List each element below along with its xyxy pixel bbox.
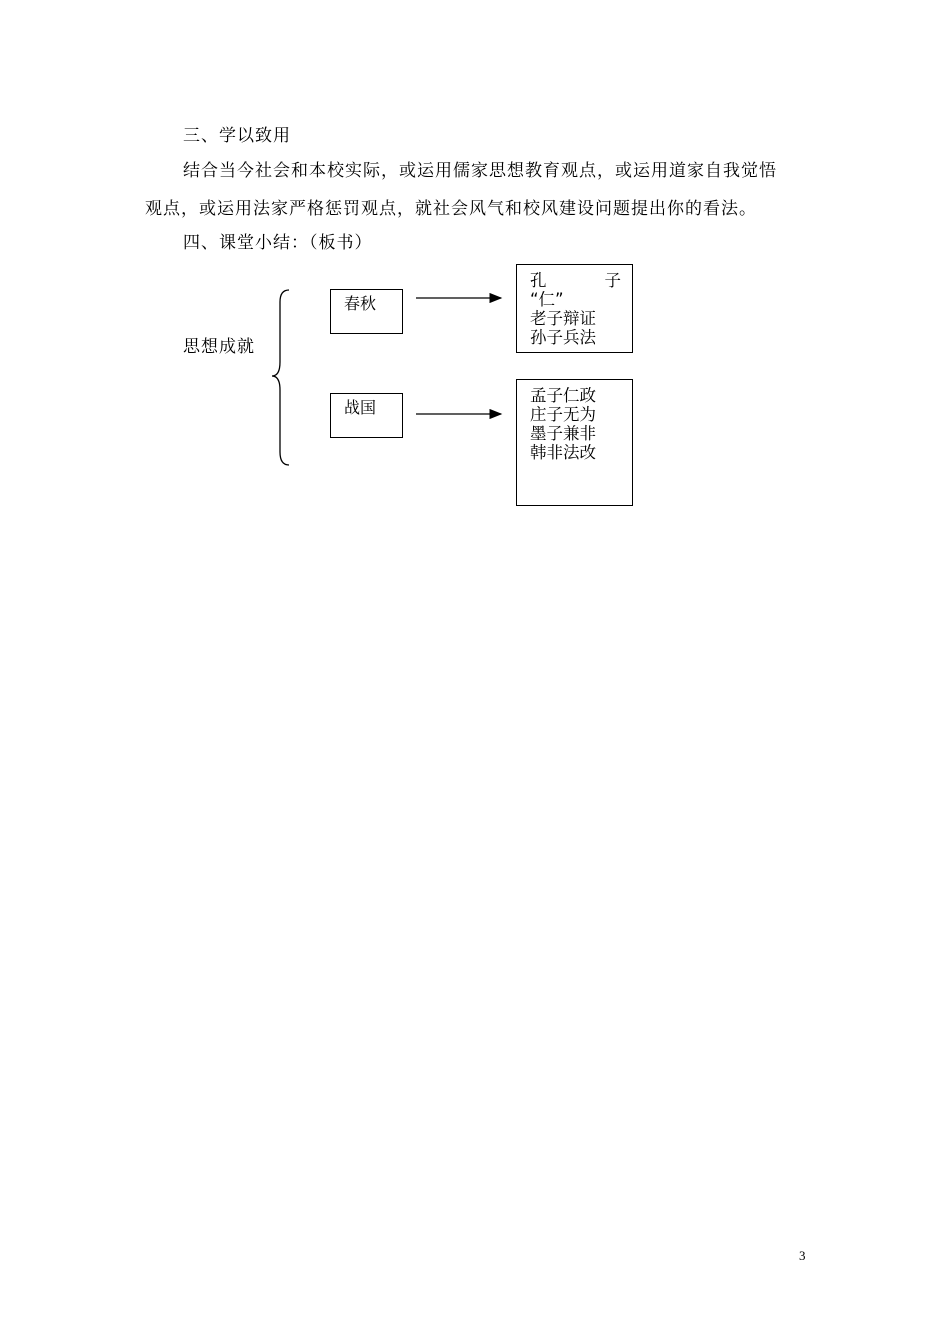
- list-item: 韩非法改: [530, 443, 596, 462]
- period-box-spring-autumn: [330, 289, 403, 334]
- period-label: 春秋: [344, 294, 377, 313]
- list-item-part: 子: [604, 271, 621, 290]
- list-item: 孟子仁政: [530, 386, 596, 405]
- list-item: 孙子兵法: [530, 328, 596, 347]
- thinkers-box-warring-states: [516, 379, 633, 506]
- section-heading-summary: 四、课堂小结：（板书）: [183, 233, 373, 253]
- curly-brace: [272, 290, 289, 465]
- paragraph-line-1: 结合当今社会和本校实际，或运用儒家思想教育观点，或运用道家自我觉悟: [183, 161, 777, 181]
- period-box-warring-states: [330, 393, 403, 438]
- period-label: 战国: [344, 398, 377, 417]
- list-item: [530, 271, 621, 290]
- paragraph-line-2: 观点，或运用法家严格惩罚观点，就社会风气和校风建设问题提出你的看法。: [145, 199, 757, 219]
- list-item: 老子辩证: [530, 309, 596, 328]
- section-heading-apply: 三、学以致用: [183, 126, 291, 146]
- page-number: 3: [799, 1248, 806, 1263]
- diagram-root-label: 思想成就: [183, 337, 255, 357]
- list-item-part: 孔: [530, 271, 547, 290]
- thinkers-box-spring-autumn: [516, 264, 633, 353]
- list-item: 庄子无为: [530, 405, 596, 424]
- list-item: 墨子兼非: [530, 424, 596, 443]
- list-item: “仁”: [530, 290, 564, 309]
